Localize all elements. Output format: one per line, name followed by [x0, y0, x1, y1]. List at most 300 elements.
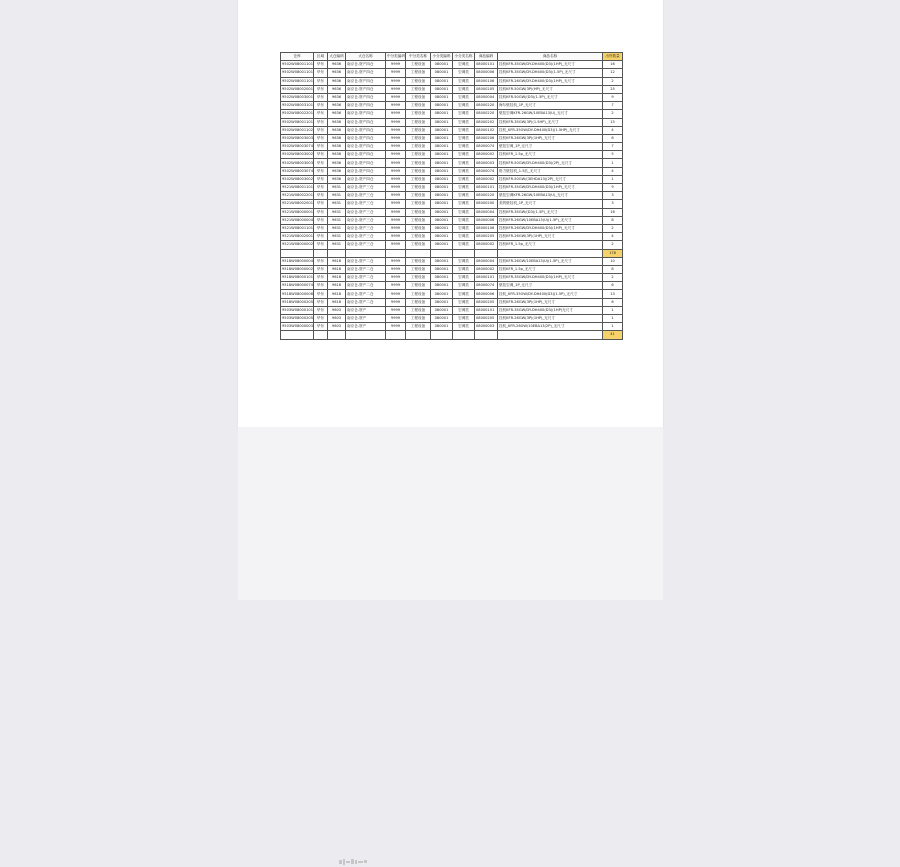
header-cell: 小分类编码 — [431, 53, 453, 61]
quantity-cell: 15 — [603, 118, 623, 126]
table-cell: 挂机KFR-50GW/(3EHDA13)(2P)_无尺寸 — [498, 175, 603, 183]
table-row — [281, 61, 623, 69]
quantity-cell: 6 — [603, 282, 623, 290]
table-cell: 9521W08001101 — [281, 224, 314, 232]
table-cell: 工程设备 — [406, 306, 431, 314]
table-cell: 华东 — [314, 323, 328, 331]
quantity-cell: 2 — [603, 274, 623, 282]
table-cell: 080001 — [431, 274, 453, 282]
table-cell: 080001 — [431, 118, 453, 126]
table-cell: 9502W08003003 — [281, 134, 314, 142]
table-cell: 华东 — [314, 298, 328, 306]
table-cell: 9999 — [386, 323, 406, 331]
table-cell: 挂机KFR-50GW(3P)(HP)_无尺寸 — [498, 85, 603, 93]
table-cell: 9518W08000006 — [281, 290, 314, 298]
table-cell: 空调类 — [453, 216, 475, 224]
table-row — [281, 143, 623, 151]
table-cell: 080001 — [431, 175, 453, 183]
table-cell: 9636 — [328, 110, 346, 118]
table-cell: 挂机KFR-35GW/DY-DH400(D3)(1HP)_无尺寸 — [498, 184, 603, 192]
table-cell: 华东 — [314, 274, 328, 282]
subtotal-value: 178 — [603, 249, 623, 257]
table-row — [281, 167, 623, 175]
table-cell: 工程设备 — [406, 93, 431, 101]
table-cell: 9618 — [328, 257, 346, 265]
table-row — [281, 102, 623, 110]
table-cell: 08000003 — [475, 323, 498, 331]
table-cell: 08000006 — [475, 290, 498, 298]
table-cell: 9521W08000002 — [281, 241, 314, 249]
table-cell: 9636 — [328, 93, 346, 101]
table-row — [281, 282, 623, 290]
table-cell: 08000220 — [475, 110, 498, 118]
table-cell: 080001 — [431, 77, 453, 85]
table-cell: 9502W08003101 — [281, 102, 314, 110]
table-cell: 南京仓-资产三仓 — [346, 192, 386, 200]
table-cell: 空调类 — [453, 200, 475, 208]
table-cell: 9502W08001101 — [281, 69, 314, 77]
table-cell: 9999 — [386, 175, 406, 183]
table-cell: 9999 — [386, 265, 406, 273]
table-cell: 9999 — [386, 298, 406, 306]
table-cell: 9999 — [386, 85, 406, 93]
table-cell: 空调类 — [453, 274, 475, 282]
table-cell: 9502W08002001 — [281, 85, 314, 93]
table-cell: 空调类 — [453, 77, 475, 85]
quantity-cell: 8 — [603, 216, 623, 224]
table-cell: 080001 — [431, 282, 453, 290]
table-cell: 9999 — [386, 126, 406, 134]
table-cell: 9999 — [386, 241, 406, 249]
quantity-cell: 3 — [603, 200, 623, 208]
table-cell: 9999 — [386, 224, 406, 232]
header-cell: 仓库 — [281, 53, 314, 61]
table-cell: 9636 — [328, 151, 346, 159]
table-cell: 南京仓-资产三仓 — [346, 200, 386, 208]
table-cell: 9618 — [328, 274, 346, 282]
table-cell: 9999 — [386, 110, 406, 118]
table-cell: 08000004 — [475, 257, 498, 265]
table-cell: 华东 — [314, 110, 328, 118]
table-cell: 9999 — [386, 93, 406, 101]
quantity-cell: 1 — [603, 315, 623, 323]
table-cell: 9518W08000004 — [281, 257, 314, 265]
group1-body — [281, 61, 623, 249]
table-cell: 华东 — [314, 265, 328, 273]
table-row — [281, 290, 623, 298]
table-cell: 9603 — [328, 323, 346, 331]
table-cell: 08000002 — [475, 151, 498, 159]
table-cell: 9618 — [328, 290, 346, 298]
table-cell: 南京仓-资产二仓 — [346, 265, 386, 273]
table-cell: 工程设备 — [406, 167, 431, 175]
table-cell: 9631 — [328, 192, 346, 200]
table-cell: 南京仓-资产三仓 — [346, 216, 386, 224]
table-cell: 南京仓-资产三仓 — [346, 233, 386, 241]
table-cell: 08000006 — [475, 216, 498, 224]
quantity-cell: 2 — [603, 110, 623, 118]
table-cell: 南京仓-资产四仓 — [346, 143, 386, 151]
quantity-cell: 7 — [603, 102, 623, 110]
table-row — [281, 134, 623, 142]
table-row — [281, 323, 623, 331]
table-cell: 挂机KFR-35GW/DY-DH400(D3)(1HP)_无尺寸 — [498, 274, 603, 282]
table-cell: 08000004 — [475, 93, 498, 101]
table-cell: 08000003 — [475, 159, 498, 167]
quantity-cell: 1 — [603, 323, 623, 331]
table-cell: 南京仓-资产四仓 — [346, 175, 386, 183]
table-cell: 华东 — [314, 257, 328, 265]
header-cell: 大仓名称 — [346, 53, 386, 61]
table-cell: 08000074 — [475, 143, 498, 151]
quantity-cell: 1 — [603, 159, 623, 167]
table-row — [281, 241, 623, 249]
table-cell: 080001 — [431, 110, 453, 118]
table-cell: 08000106 — [475, 224, 498, 232]
table-cell: 挂机KFR-50GW/DY-DH400(D3)(2P)_无尺寸 — [498, 159, 603, 167]
table-cell: 华东 — [314, 61, 328, 69]
table-cell: 格力壁挂机_1.5匹_无尺寸 — [498, 167, 603, 175]
table-cell: 工程设备 — [406, 323, 431, 331]
table-row — [281, 257, 623, 265]
header-cell: 小分类名称 — [453, 53, 475, 61]
table-cell: 08000002 — [475, 175, 498, 183]
quantity-cell: 9 — [603, 93, 623, 101]
table-row — [281, 233, 623, 241]
table-cell: 9618 — [328, 282, 346, 290]
table-row — [281, 93, 623, 101]
table-cell: 9521W08000004 — [281, 216, 314, 224]
header-cell: 区域 — [314, 53, 328, 61]
table-cell: 9631 — [328, 224, 346, 232]
table-cell: 080001 — [431, 315, 453, 323]
table-cell: 080001 — [431, 134, 453, 142]
table-cell: 空调类 — [453, 175, 475, 183]
table-row — [281, 126, 623, 134]
table-cell: 挂机_KFR-35GW/DY-DH400(D3)(1.5HP)_无尺寸 — [498, 126, 603, 134]
table-cell: 工程设备 — [406, 151, 431, 159]
table-cell: 南京仓-资产四仓 — [346, 151, 386, 159]
quantity-cell: 4 — [603, 167, 623, 175]
table-cell: 080001 — [431, 159, 453, 167]
table-cell: 南京仓-资产四仓 — [346, 118, 386, 126]
table-cell: 9521W08000001 — [281, 208, 314, 216]
table-cell: 空调类 — [453, 265, 475, 273]
table-cell: 南京仓-资产四仓 — [346, 102, 386, 110]
header-cell: 大仓编码 — [328, 53, 346, 61]
table-row — [281, 192, 623, 200]
quantity-cell: 8 — [603, 265, 623, 273]
table-row — [281, 298, 623, 306]
quantity-cell: 4 — [603, 126, 623, 134]
table-cell: 南京仓-资产二仓 — [346, 282, 386, 290]
table-cell: 9631 — [328, 184, 346, 192]
group1-total — [281, 249, 623, 257]
table-cell: 工程设备 — [406, 126, 431, 134]
table-cell: 9518W08000101 — [281, 274, 314, 282]
table-cell: 华东 — [314, 69, 328, 77]
table-cell: 9521W08002001 — [281, 200, 314, 208]
table-row — [281, 315, 623, 323]
table-cell: 08000205 — [475, 315, 498, 323]
table-cell: 9999 — [386, 184, 406, 192]
table-cell: 工程设备 — [406, 315, 431, 323]
table-row — [281, 85, 623, 93]
table-cell: 挂机KFR-26GW/10EBA13(U)(1.5P)_无尺寸 — [498, 257, 603, 265]
table-cell: 9618 — [328, 265, 346, 273]
table-cell: 9502W08002201 — [281, 110, 314, 118]
table-cell: 空调类 — [453, 61, 475, 69]
table-cell: 空调类 — [453, 233, 475, 241]
table-cell: 挂机KFR-35GW/(D3)(1.5P)_无尺寸 — [498, 208, 603, 216]
table-cell: 华东 — [314, 306, 328, 314]
table-cell: 080001 — [431, 241, 453, 249]
table-cell: 南京仓-资产四仓 — [346, 110, 386, 118]
table-cell: 9631 — [328, 200, 346, 208]
table-cell: 南京仓-资产三仓 — [346, 208, 386, 216]
table-cell: 华东 — [314, 200, 328, 208]
table-cell: 空调类 — [453, 134, 475, 142]
table-cell: 工程设备 — [406, 208, 431, 216]
table-row — [281, 265, 623, 273]
table-cell: 9636 — [328, 61, 346, 69]
table-cell: 华东 — [314, 159, 328, 167]
table-cell: 工程设备 — [406, 134, 431, 142]
header-cell: 中分类编码 — [386, 53, 406, 61]
table-cell: 华东 — [314, 134, 328, 142]
table-cell: 华东 — [314, 290, 328, 298]
table-cell: 空调类 — [453, 241, 475, 249]
table-cell: 9999 — [386, 143, 406, 151]
table-cell: 空调类 — [453, 167, 475, 175]
table-row — [281, 175, 623, 183]
table-cell: 南京仓-资产四仓 — [346, 134, 386, 142]
table-cell: 南京仓-资产三仓 — [346, 224, 386, 232]
table-cell: 9502W08003074 — [281, 167, 314, 175]
table-row — [281, 69, 623, 77]
table-cell: 南京仓-资产 — [346, 323, 386, 331]
table-cell: 9999 — [386, 134, 406, 142]
table-cell: 080001 — [431, 192, 453, 200]
table-cell: 南京仓-资产四仓 — [346, 93, 386, 101]
table-cell: 挂机KFR-26GW/DY-DH400(D3)(1HP)_无尺寸 — [498, 77, 603, 85]
table-cell: 南京仓-资产三仓 — [346, 184, 386, 192]
table-cell: 08000200 — [475, 200, 498, 208]
table-cell: 挂机KFR-26GW(3P)(1HP)_无尺寸 — [498, 233, 603, 241]
table-cell: 空调类 — [453, 102, 475, 110]
table-cell: 9502W08003002 — [281, 175, 314, 183]
table-cell: 南京仓-资产二仓 — [346, 290, 386, 298]
table-cell: 挂机KFR-26GW/10EBA13(U)(1.5P)_无尺寸 — [498, 216, 603, 224]
table-cell: 工程设备 — [406, 77, 431, 85]
table-cell: 空调类 — [453, 126, 475, 134]
table-cell: 080001 — [431, 208, 453, 216]
table-cell: 挂机_KFR-35GW/DY-DH400(D3)(1.5P)_无尺寸 — [498, 290, 603, 298]
table-cell: 工程设备 — [406, 224, 431, 232]
scan-smudge-mark — [338, 857, 370, 867]
quantity-cell: 4 — [603, 233, 623, 241]
table-cell: 08000101 — [475, 184, 498, 192]
table-cell: 挂机KFR-50GW/(D3)(1.5P)_无尺寸 — [498, 93, 603, 101]
table-cell: 空调类 — [453, 151, 475, 159]
table-row — [281, 224, 623, 232]
table-row — [281, 184, 623, 192]
quantity-cell: 9 — [603, 184, 623, 192]
table-cell: 华东 — [314, 224, 328, 232]
table-cell: 9502W08001102 — [281, 126, 314, 134]
table-cell: 华东 — [314, 93, 328, 101]
quantity-cell: 5 — [603, 151, 623, 159]
table-cell: 08000101 — [475, 61, 498, 69]
table-cell: 08000220 — [475, 102, 498, 110]
table-cell: 080001 — [431, 233, 453, 241]
table-cell: 08000220 — [475, 192, 498, 200]
table-row — [281, 110, 623, 118]
table-cell: 工程设备 — [406, 110, 431, 118]
table-cell: 华东 — [314, 167, 328, 175]
table-cell: 南京仓-资产四仓 — [346, 85, 386, 93]
quantity-cell: 25 — [603, 85, 623, 93]
table-cell: 空调类 — [453, 192, 475, 200]
table-cell: 南京仓-资产四仓 — [346, 61, 386, 69]
table-cell: 080001 — [431, 290, 453, 298]
table-cell: 9636 — [328, 102, 346, 110]
table-cell: 08000102 — [475, 126, 498, 134]
quantity-cell: 13 — [603, 290, 623, 298]
table-cell: 9999 — [386, 282, 406, 290]
table-cell: 空调类 — [453, 208, 475, 216]
table-cell: 挂机KFR-26GW(3P)(1HP)_无尺寸 — [498, 315, 603, 323]
table-cell: 080001 — [431, 298, 453, 306]
table-cell: 08000206 — [475, 134, 498, 142]
table-cell: 080001 — [431, 306, 453, 314]
table-cell: 9502W08003001 — [281, 93, 314, 101]
table-cell: 9636 — [328, 126, 346, 134]
scan-blank-area — [238, 427, 663, 600]
table-cell: 南京仓-资产四仓 — [346, 159, 386, 167]
table-cell: 080001 — [431, 184, 453, 192]
table-cell: 工程设备 — [406, 233, 431, 241]
table-cell: 壁挂空调KFR-26GW/10EBA13(U)_无尺寸 — [498, 192, 603, 200]
table-cell: 9999 — [386, 69, 406, 77]
table-cell: 南京仓-资产 — [346, 306, 386, 314]
table-cell: 08000202 — [475, 118, 498, 126]
table-cell: 9521W08001101 — [281, 184, 314, 192]
table-cell: 08000205 — [475, 85, 498, 93]
table-cell: 9502W08001101 — [281, 61, 314, 69]
table-cell: 9636 — [328, 167, 346, 175]
table-cell: 空调类 — [453, 298, 475, 306]
table-cell: 9521W08002001 — [281, 233, 314, 241]
table-cell: 空调类 — [453, 323, 475, 331]
table-row — [281, 77, 623, 85]
table-cell: 9636 — [328, 175, 346, 183]
table-cell: 9603 — [328, 315, 346, 323]
table-cell: 9503W08000003 — [281, 323, 314, 331]
quantity-cell: 2 — [603, 224, 623, 232]
table-cell: 9999 — [386, 192, 406, 200]
table-cell: 工程设备 — [406, 159, 431, 167]
table-cell: 080001 — [431, 69, 453, 77]
quantity-cell: 1 — [603, 306, 623, 314]
table-cell: 9636 — [328, 77, 346, 85]
table-cell: 080001 — [431, 143, 453, 151]
table-cell: 9999 — [386, 216, 406, 224]
table-cell: 9631 — [328, 241, 346, 249]
subtotal-row — [281, 249, 623, 257]
table-cell: 08000101 — [475, 306, 498, 314]
table-cell: 9502W08003074 — [281, 143, 314, 151]
subtotal-value: 41 — [603, 331, 623, 339]
table-cell: 挂机KFR_1.5p_无尺寸 — [498, 241, 603, 249]
table-cell: 9631 — [328, 216, 346, 224]
quantity-cell: 16 — [603, 208, 623, 216]
table-cell: 华东 — [314, 233, 328, 241]
table-cell: 壁挂空调_1P_无尺寸 — [498, 282, 603, 290]
table-cell: 9521W08002201 — [281, 192, 314, 200]
table-cell: 工程设备 — [406, 298, 431, 306]
table-cell: 9999 — [386, 61, 406, 69]
table-cell: 工程设备 — [406, 257, 431, 265]
table-row — [281, 274, 623, 282]
table-cell: 空调类 — [453, 184, 475, 192]
header-cell-quantity: 出货数量 — [603, 53, 623, 61]
quantity-cell: 7 — [603, 143, 623, 151]
table-cell: 空调类 — [453, 143, 475, 151]
table-cell: 9502W08001101 — [281, 118, 314, 126]
table-cell: 08000205 — [475, 233, 498, 241]
table-cell: 挂机KFR-35GW/DY-DH400(D3)(1HP)无尺寸 — [498, 306, 603, 314]
quantity-cell: 3 — [603, 192, 623, 200]
table-cell: 9999 — [386, 102, 406, 110]
table-cell: 华东 — [314, 192, 328, 200]
header-cell: 商品名称 — [498, 53, 603, 61]
table-cell: 9636 — [328, 69, 346, 77]
table-cell: 08000074 — [475, 167, 498, 175]
table-cell: 工程设备 — [406, 282, 431, 290]
table-cell: 9999 — [386, 208, 406, 216]
table-cell: 空调类 — [453, 110, 475, 118]
table-cell: 挂机KFR_1.5p_无尺寸 — [498, 265, 603, 273]
table-cell: 华东 — [314, 126, 328, 134]
table-cell: 工程设备 — [406, 265, 431, 273]
table-cell: 南京仓-资产二仓 — [346, 274, 386, 282]
quantity-cell: 2 — [603, 241, 623, 249]
shipment-table — [280, 52, 623, 340]
table-cell: 9636 — [328, 143, 346, 151]
table-cell: 挂机KFR-26GW(3P)(1HP)_无尺寸 — [498, 298, 603, 306]
table-cell: 空调类 — [453, 315, 475, 323]
table-cell: 9636 — [328, 118, 346, 126]
table-cell: 9631 — [328, 208, 346, 216]
table-cell: 挂机KFR-35GW/DY-DH400(D3)(1.5P)_无尺寸 — [498, 69, 603, 77]
table-row — [281, 208, 623, 216]
table-cell: 08000006 — [475, 69, 498, 77]
table-cell: 9503W08000101 — [281, 306, 314, 314]
table-cell: 9631 — [328, 233, 346, 241]
table-cell: 9999 — [386, 257, 406, 265]
table-cell: 工程设备 — [406, 69, 431, 77]
table-cell: 工程设备 — [406, 102, 431, 110]
table-cell: 空调类 — [453, 159, 475, 167]
table-cell: 工程设备 — [406, 184, 431, 192]
table-cell: 南京仓-资产三仓 — [346, 241, 386, 249]
table-cell: 挂机KFR-35GW/DY-DH400(D3)(1HP)_无尺寸 — [498, 61, 603, 69]
quantity-cell: 16 — [603, 61, 623, 69]
table-cell: 南京仓-资产二仓 — [346, 298, 386, 306]
table-cell: 9999 — [386, 77, 406, 85]
table-cell: 08000106 — [475, 77, 498, 85]
